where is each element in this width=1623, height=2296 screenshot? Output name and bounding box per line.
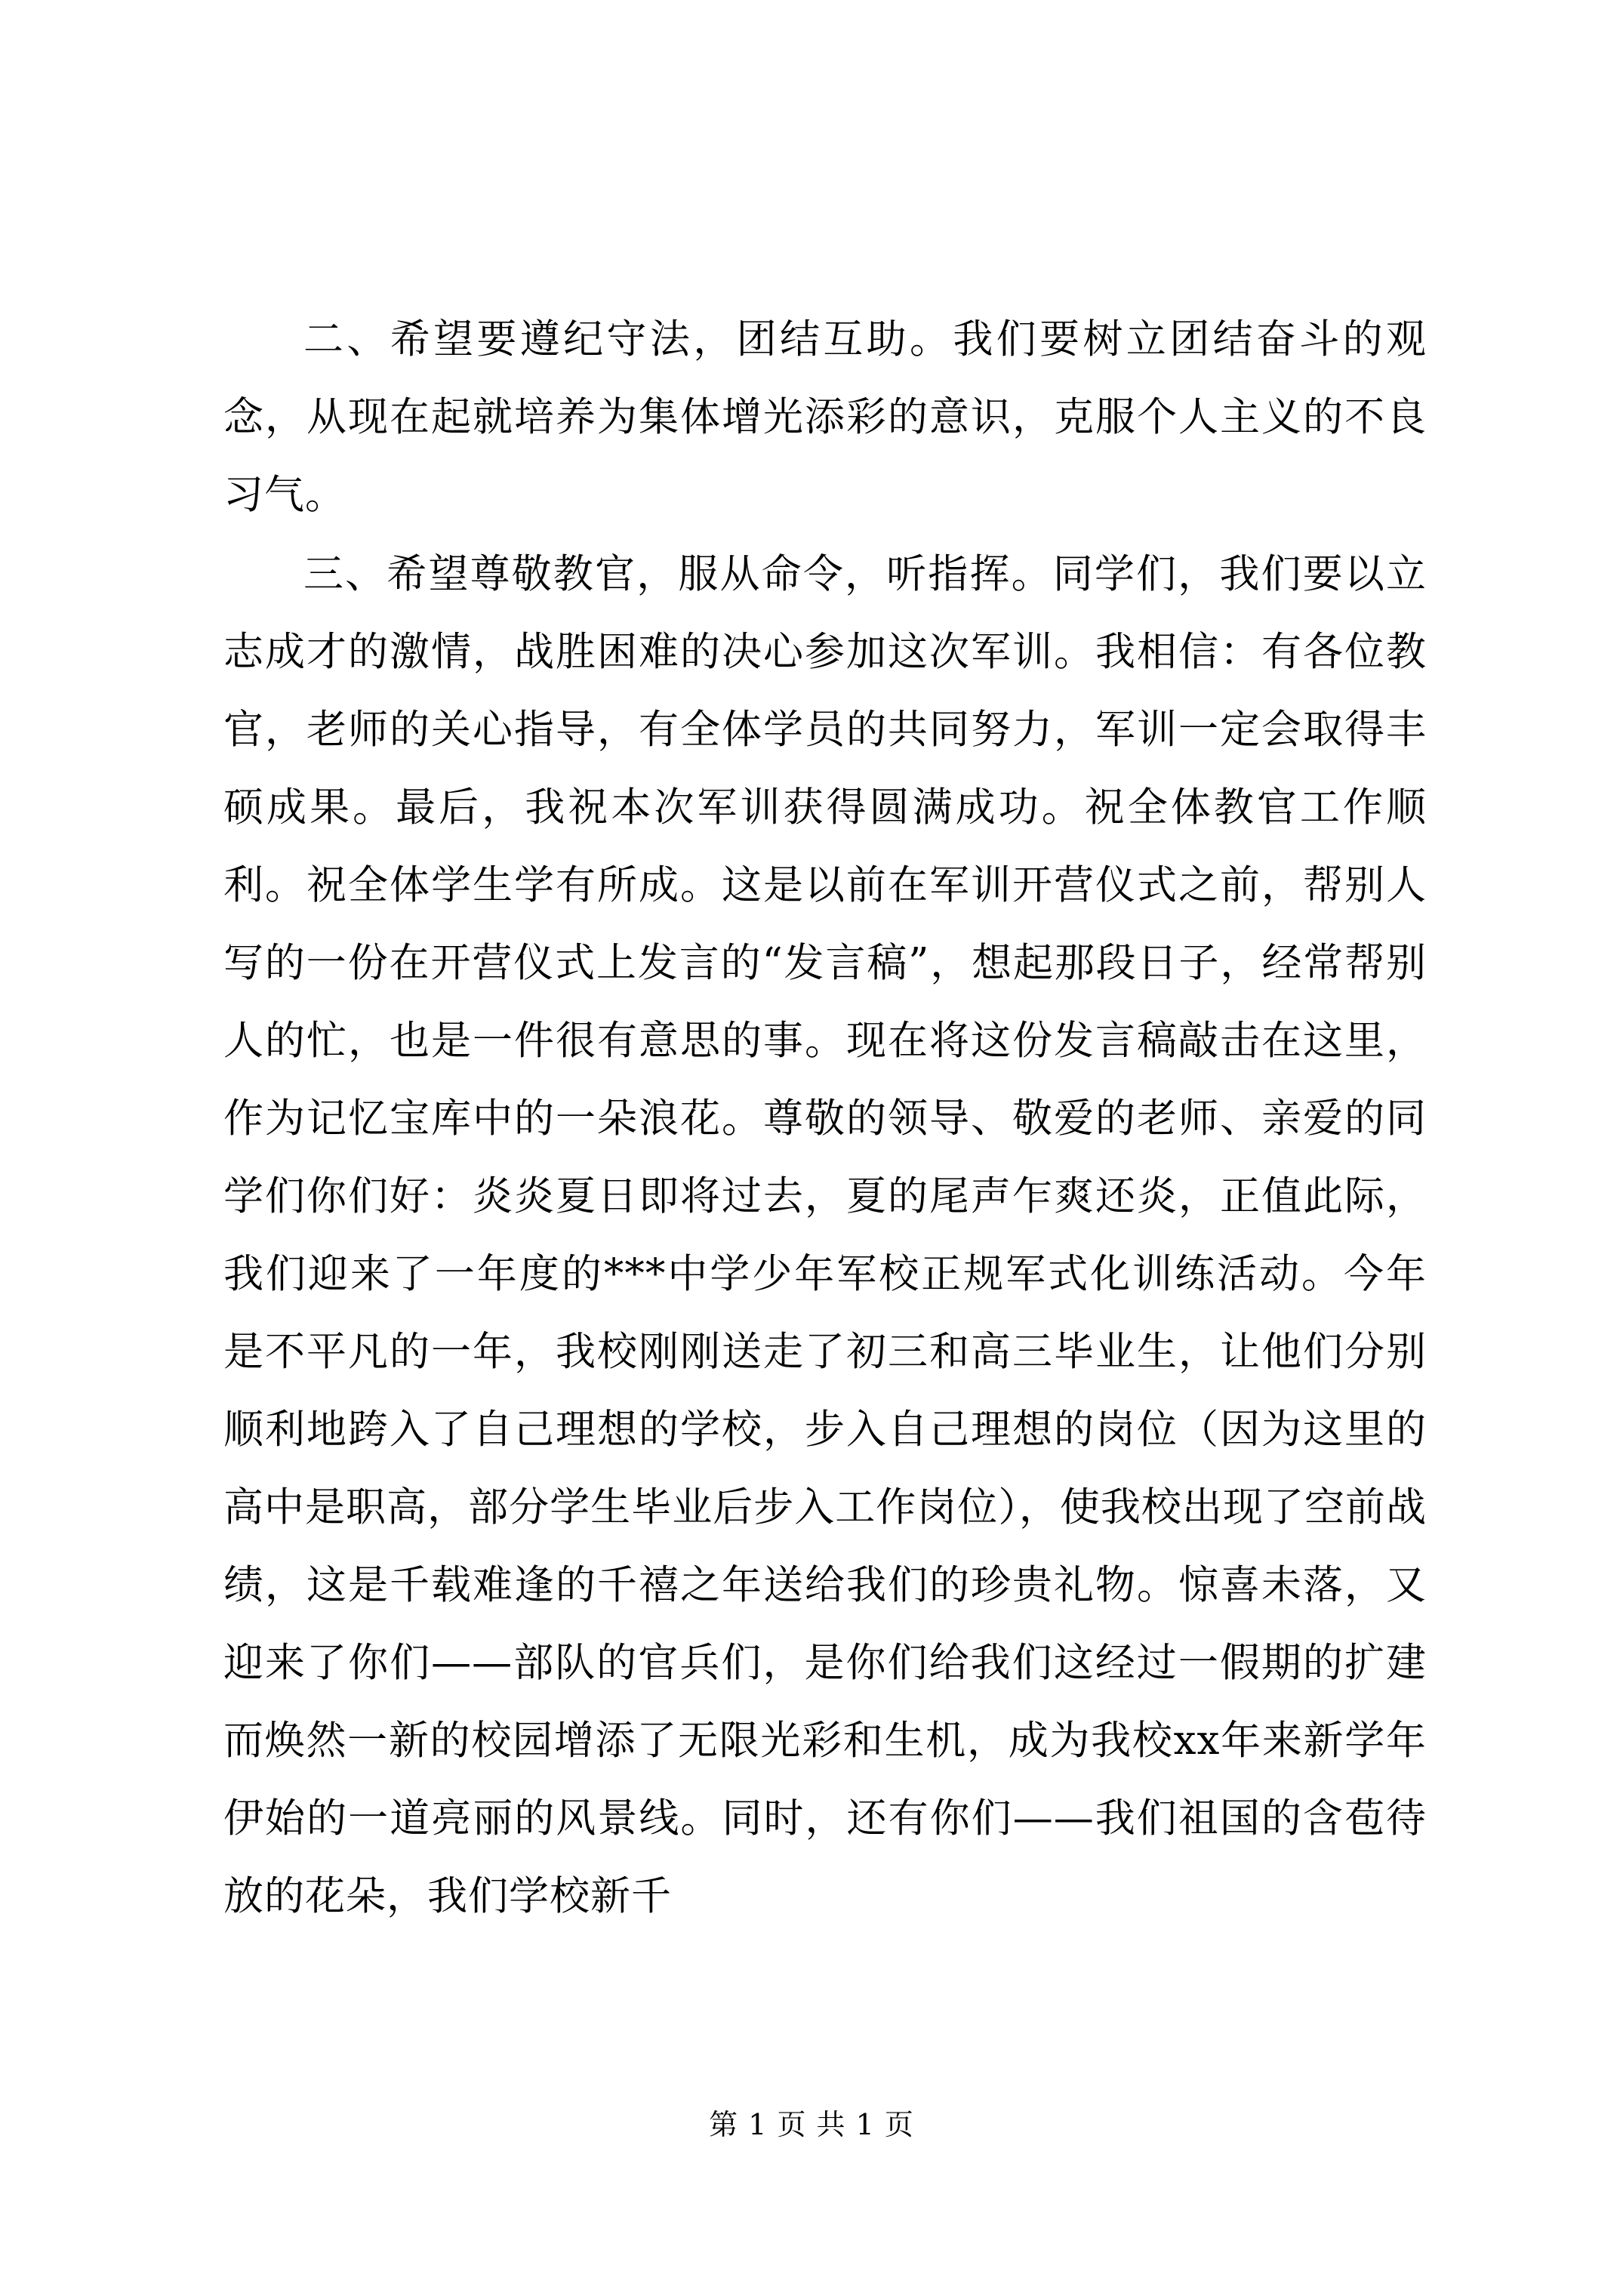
page-number-label: 第 1 页 共 1 页 — [709, 2108, 914, 2141]
document-body — [223, 300, 1427, 1937]
page-footer — [0, 2106, 1623, 2143]
paragraph-2: 三、希望尊敬教官，服从命令，听指挥。同学们，我们要以立志成才的激情，战胜困难的决心参加这次军训。我相信：有各位教官，老师的关心指导，有全体学员的共同努力，军训一定会取得丰硕成果。最后，我祝本次军训获得圆满成功。祝全体教官工作顺利。祝全体学生学有所成。这是以前在军训开营仪式之前，帮别人写的一份在开营仪式上发言的“发言稿”，想起那段日子，经常帮别人的忙，也是一件很有意思的事。现在将这份发言稿敲击在这里，作为记忆宝库中的一朵浪花。尊敬的领导、敬爱的老师、亲爱的同学们你们好：炎炎夏日即将过去，夏的尾声乍爽还炎，正值此际，我们迎来了一年度的***中学少年军校正规军式化训练活动。今年是不平凡的一年，我校刚刚送走了初三和高三毕业生，让他们分别顺利地跨入了自己理想的学校，步入自己理想的岗位（因为这里的高中是职高，部分学生毕业后步入工作岗位），使我校出现了空前战绩，这是千载难逢的千禧之年送给我们的珍贵礼物。惊喜未落，又迎来了你们——部队的官兵们，是你们给我们这经过一假期的扩建而焕然一新的校园增添了无限光彩和生机，成为我校xx年来新学年伊始的一道亮丽的风景线。同时，还有你们——我们祖国的含苞待放的花朵，我们学校新千 — [223, 551, 1427, 1919]
paragraph-1: 二、希望要遵纪守法，团结互助。我们要树立团结奋斗的观念，从现在起就培养为集体增光添彩的意识，克服个人主义的不良习气。 — [223, 316, 1427, 518]
